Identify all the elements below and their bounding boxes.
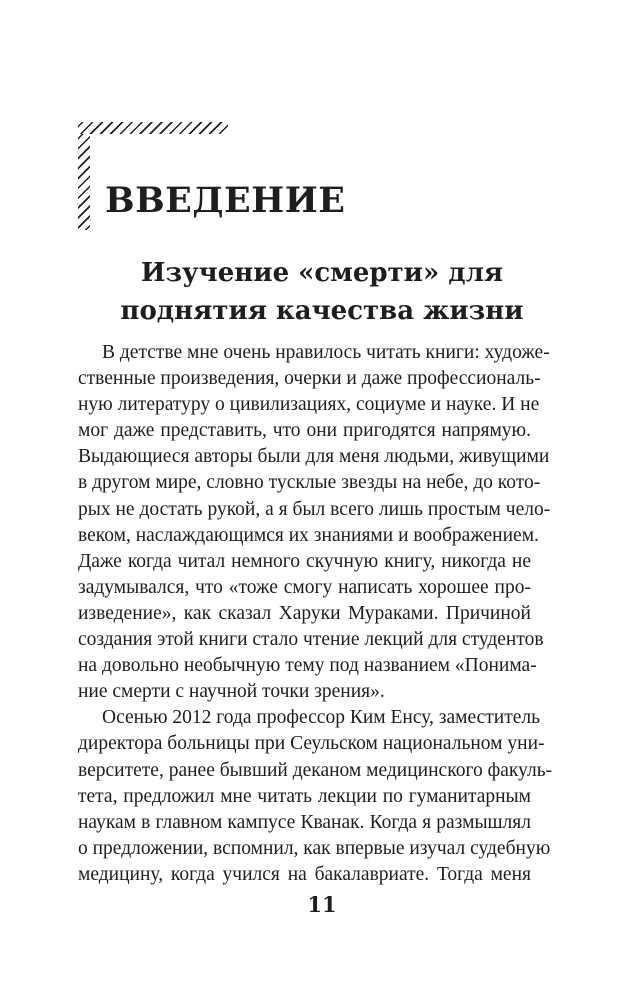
text-line: тета, предложил мне читать лекции по гуманитарным	[78, 785, 531, 807]
text-line: наукам в главном кампусе Кванак. Когда я размышлял	[78, 811, 531, 833]
text-line: веком, наслаждающимся их знаниями и воображением.	[78, 524, 539, 546]
subtitle-line: Изучение «смерти» для	[140, 258, 504, 288]
chapter-subtitle	[60, 254, 584, 330]
text-line: Выдающиеся авторы были для меня людьми, живущими	[78, 446, 550, 468]
text-line: медицину, когда учился на бакалавриате. Тогда меня	[78, 863, 531, 885]
text-line: в другом мире, словно тусклые звезды на небе, до кото-	[78, 472, 541, 494]
text-line: Даже когда читал немного скучную книгу, никогда не	[78, 550, 531, 572]
text-line: директора больницы при Сеульском национальном уни-	[78, 733, 545, 755]
text-line: о предложении, вспомнил, как впервые изучал судебную	[78, 837, 551, 859]
text-line: В детстве мне очень нравилось читать книги: художе-	[102, 342, 550, 363]
body-text	[78, 340, 553, 888]
text-line: изведение», как сказал Харуки Мураками. Причиной	[78, 602, 531, 624]
decorative-hatch-top	[78, 122, 228, 134]
text-line: ние смерти с научной точки зрения».	[78, 681, 385, 703]
text-line: рых не достать рукой, а я был всего лишь простым чело-	[78, 498, 551, 520]
text-line: верситете, ранее бывший деканом медицинского факуль-	[78, 759, 553, 781]
page-number: 11	[307, 892, 337, 917]
chapter-title: ВВЕДЕНИЕ	[105, 180, 346, 221]
subtitle-line: поднятия качества жизни	[120, 296, 524, 326]
text-line: ственные произведения, очерки и даже профессиональ-	[78, 368, 541, 390]
text-line: Осенью 2012 года профессор Ким Енсу, заместитель	[102, 707, 541, 729]
text-line: создания этой книги стало чтение лекций для студентов	[78, 629, 544, 651]
decorative-hatch-left	[78, 134, 90, 230]
text-line: мог даже представить, что они пригодятся напрямую.	[78, 420, 531, 442]
text-line: ную литературу о цивилизациях, социуме и науке. И не	[78, 394, 540, 416]
text-line: на довольно необычную тему под названием «Понима-	[78, 655, 537, 677]
text-line: задумывался, что «тоже смогу написать хорошее про-	[78, 576, 531, 598]
